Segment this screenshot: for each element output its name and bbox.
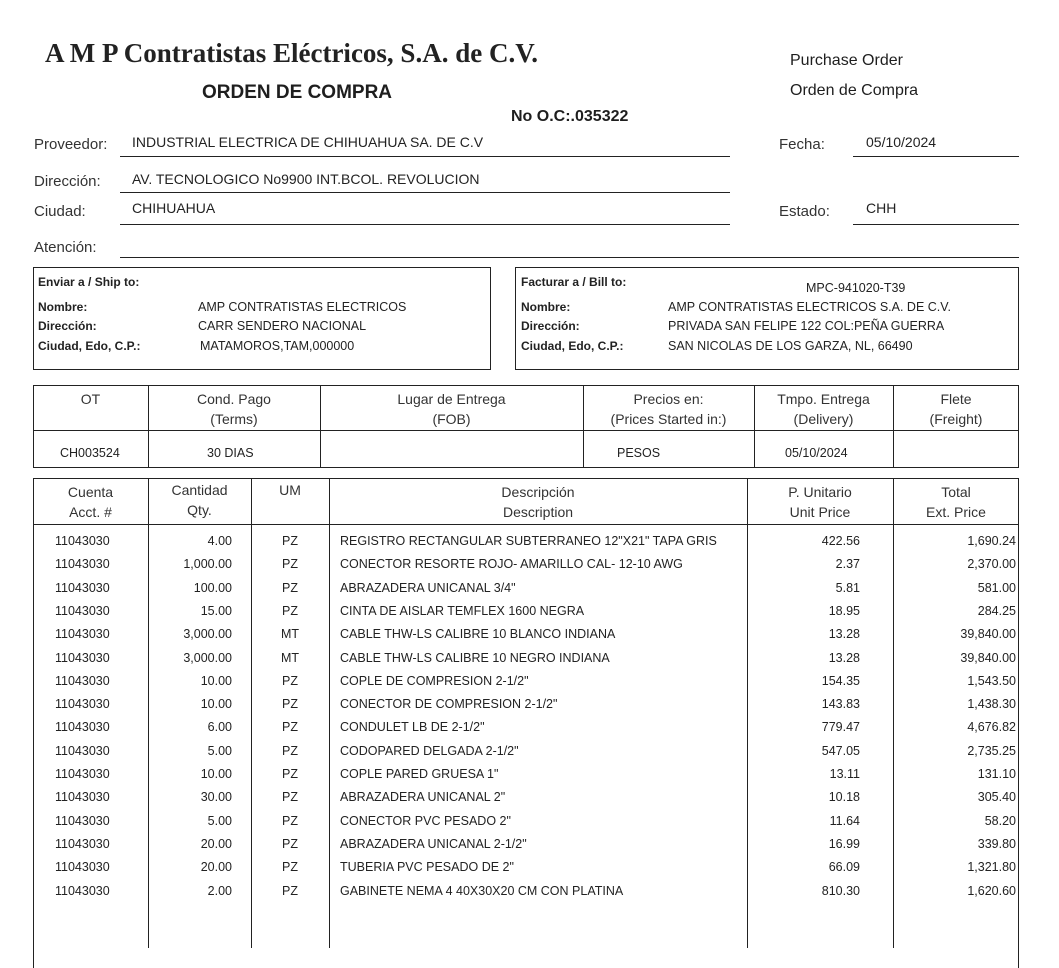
description-cell: ABRAZADERA UNICANAL 3/4"	[340, 580, 516, 595]
qty-cell: 6.00	[207, 720, 232, 735]
total-cell: 581.00	[977, 580, 1016, 595]
unit-price-cell: 10.18	[828, 790, 860, 805]
acct-cell: 11043030	[55, 720, 110, 735]
table-row	[0, 881, 1059, 904]
terms-header-precios: Precios en: (Prices Started in:)	[610, 391, 727, 427]
table-row	[0, 787, 1059, 810]
qty-cell: 5.00	[207, 743, 232, 758]
unit-price-cell: 422.56	[821, 534, 860, 548]
total-cell: 339.80	[977, 836, 1016, 851]
total-cell: 2,735.25	[967, 743, 1016, 758]
unit-price-cell: 779.47	[821, 720, 860, 735]
description-cell: GABINETE NEMA 4 40X30X20 CM CON PLATINA	[340, 883, 624, 898]
ship-to-nombre: AMP CONTRATISTAS ELECTRICOS	[198, 300, 407, 314]
estado-value: CHH	[866, 200, 897, 216]
total-cell: 39,840.00	[960, 627, 1016, 642]
table-row	[0, 531, 1059, 554]
qty-cell: 20.00	[200, 836, 232, 851]
items-header-um: UM	[279, 482, 301, 498]
terms-ot-value: CH003524	[60, 446, 120, 460]
um-cell: PZ	[282, 580, 298, 595]
table-row	[0, 811, 1059, 834]
um-cell: PZ	[282, 883, 298, 898]
qty-cell: 10.00	[200, 673, 232, 688]
um-cell: PZ	[282, 790, 298, 805]
acct-cell: 11043030	[55, 790, 110, 805]
items-header-divider	[33, 524, 1019, 525]
um-cell: PZ	[282, 534, 298, 548]
ciudad-underline	[120, 224, 730, 225]
unit-price-cell: 810.30	[821, 883, 860, 898]
description-cell: ABRAZADERA UNICANAL 2-1/2"	[340, 836, 527, 851]
description-cell: COPLE PARED GRUESA 1"	[340, 767, 499, 781]
unit-price-cell: 13.11	[829, 767, 860, 781]
total-cell: 284.25	[977, 603, 1016, 618]
table-row	[0, 624, 1059, 647]
description-cell: CABLE THW-LS CALIBRE 10 NEGRO INDIANA	[340, 650, 610, 665]
acct-cell: 11043030	[55, 650, 110, 665]
qty-cell: 5.00	[207, 813, 232, 828]
proveedor-value: INDUSTRIAL ELECTRICA DE CHIHUAHUA SA. DE C.V	[132, 134, 484, 150]
direccion-label: Dirección:	[34, 173, 101, 190]
description-cell: COPLE DE COMPRESION 2-1/2"	[340, 673, 529, 688]
total-cell: 1,620.60	[967, 883, 1016, 898]
total-cell: 1,438.30	[967, 697, 1016, 712]
terms-header-ot: OT	[80, 391, 101, 407]
unit-price-cell: 13.28	[828, 627, 860, 642]
terms-cond-pago-value: 30 DIAS	[207, 446, 254, 460]
document-title: ORDEN DE COMPRA	[202, 82, 393, 103]
acct-cell: 11043030	[55, 673, 110, 688]
terms-header-lugar-entrega: Lugar de Entrega (FOB)	[397, 391, 506, 427]
total-cell: 305.40	[977, 790, 1016, 805]
proveedor-label: Proveedor:	[34, 136, 108, 153]
terms-entrega-value: 05/10/2024	[785, 446, 848, 460]
description-cell: CINTA DE AISLAR TEMFLEX 1600 NEGRA	[340, 603, 585, 618]
unit-price-cell: 66.09	[828, 860, 860, 875]
fecha-label: Fecha:	[779, 136, 825, 153]
atencion-underline	[120, 257, 1019, 258]
company-name: A M P Contratistas Eléctricos, S.A. de C.V.	[45, 38, 538, 68]
atencion-label: Atención:	[34, 239, 97, 256]
acct-cell: 11043030	[55, 697, 110, 712]
items-header-descripcion: Descripción Description	[501, 484, 575, 520]
acct-cell: 11043030	[55, 580, 110, 595]
um-cell: MT	[280, 650, 300, 665]
acct-cell: 11043030	[55, 743, 110, 758]
unit-price-cell: 143.83	[821, 697, 860, 712]
bill-to-box	[515, 267, 1019, 370]
ship-to-direccion: CARR SENDERO NACIONAL	[198, 319, 367, 333]
description-cell: CONECTOR DE COMPRESION 2-1/2"	[340, 697, 558, 712]
qty-cell: 15.00	[200, 603, 232, 618]
qty-cell: 3,000.00	[183, 627, 232, 642]
acct-cell: 11043030	[55, 767, 110, 781]
bill-to-ciudad-label: Ciudad, Edo, C.P.:	[521, 339, 624, 353]
bill-to-nombre: AMP CONTRATISTAS ELECTRICOS S.A. DE C.V.	[668, 300, 951, 314]
acct-cell: 11043030	[55, 627, 110, 642]
total-cell: 58.20	[984, 813, 1016, 828]
bill-to-ciudad: SAN NICOLAS DE LOS GARZA, NL, 66490	[668, 339, 913, 353]
um-cell: PZ	[282, 860, 298, 875]
bill-to-direccion: PRIVADA SAN FELIPE 122 COL:PEÑA GUERRA	[668, 319, 945, 333]
po-number: No O.C:.035322	[511, 108, 629, 125]
total-cell: 1,690.24	[967, 534, 1016, 548]
unit-price-cell: 18.95	[828, 603, 860, 618]
um-cell: PZ	[282, 673, 298, 688]
items-header-cantidad: Cantidad Qty.	[171, 482, 228, 518]
acct-cell: 11043030	[55, 534, 110, 548]
total-cell: 2,370.00	[967, 557, 1016, 572]
unit-price-cell: 16.99	[828, 836, 860, 851]
direccion-value: AV. TECNOLOGICO No9900 INT.BCOL. REVOLUCION	[132, 171, 480, 187]
description-cell: CONECTOR PVC PESADO 2"	[340, 813, 511, 828]
ship-to-ciudad: MATAMOROS,TAM,000000	[200, 339, 355, 353]
table-row	[0, 764, 1059, 787]
description-cell: ABRAZADERA UNICANAL 2"	[340, 790, 506, 805]
unit-price-cell: 154.35	[821, 673, 860, 688]
ship-to-ciudad-label: Ciudad, Edo, C.P.:	[38, 339, 141, 353]
description-cell: CONECTOR RESORTE ROJO- AMARILLO CAL- 12-10 AWG	[340, 557, 683, 572]
description-cell: CONDULET LB DE 2-1/2"	[340, 720, 485, 735]
qty-cell: 1,000.00	[183, 557, 232, 572]
bill-to-nombre-label: Nombre:	[521, 300, 571, 314]
qty-cell: 10.00	[200, 697, 232, 712]
table-row	[0, 648, 1059, 671]
unit-price-cell: 2.37	[835, 557, 860, 572]
proveedor-underline	[120, 156, 730, 157]
terms-precios-value: PESOS	[617, 446, 661, 460]
qty-cell: 100.00	[193, 580, 232, 595]
um-cell: MT	[280, 627, 300, 642]
table-row	[0, 834, 1059, 857]
orden-de-compra-label: Orden de Compra	[790, 82, 919, 99]
fecha-value: 05/10/2024	[866, 134, 937, 150]
total-cell: 131.10	[977, 767, 1016, 781]
um-cell: PZ	[282, 720, 298, 735]
estado-label: Estado:	[779, 203, 830, 220]
qty-cell: 20.00	[200, 860, 232, 875]
unit-price-cell: 547.05	[821, 743, 860, 758]
unit-price-cell: 11.64	[829, 813, 860, 828]
table-row	[0, 717, 1059, 740]
unit-price-cell: 5.81	[835, 580, 860, 595]
acct-cell: 11043030	[55, 860, 110, 875]
acct-cell: 11043030	[55, 813, 110, 828]
ship-to-direccion-label: Dirección:	[38, 319, 97, 333]
acct-cell: 11043030	[55, 883, 110, 898]
qty-cell: 4.00	[207, 534, 232, 548]
qty-cell: 10.00	[200, 767, 232, 781]
items-header-total: Total Ext. Price	[926, 484, 986, 520]
terms-header-flete: Flete (Freight)	[929, 391, 983, 427]
purchase-order-label: Purchase Order	[790, 52, 903, 69]
um-cell: PZ	[282, 557, 298, 572]
terms-divider	[33, 430, 1019, 431]
um-cell: PZ	[282, 743, 298, 758]
estado-underline	[853, 224, 1019, 225]
table-row	[0, 601, 1059, 624]
ship-to-title: Enviar a / Ship to:	[38, 275, 140, 289]
total-cell: 1,543.50	[967, 673, 1016, 688]
fecha-underline	[853, 156, 1019, 157]
ship-to-nombre-label: Nombre:	[38, 300, 88, 314]
items-header-cuenta: Cuenta Acct. #	[67, 484, 114, 520]
terms-header-entrega: Tmpo. Entrega (Delivery)	[777, 391, 870, 427]
bill-to-rfc: MPC-941020-T39	[806, 281, 906, 295]
ciudad-value: CHIHUAHUA	[132, 200, 216, 216]
description-cell: CABLE THW-LS CALIBRE 10 BLANCO INDIANA	[340, 627, 616, 642]
unit-price-cell: 13.28	[828, 650, 860, 665]
description-cell: REGISTRO RECTANGULAR SUBTERRANEO 12"X21" TAPA GRIS	[340, 534, 717, 548]
description-cell: CODOPARED DELGADA 2-1/2"	[340, 743, 519, 758]
table-row	[0, 857, 1059, 880]
acct-cell: 11043030	[55, 603, 110, 618]
ship-to-box	[33, 267, 491, 370]
items-header-p-unitario: P. Unitario Unit Price	[788, 484, 852, 520]
um-cell: PZ	[282, 697, 298, 712]
total-cell: 1,321.80	[967, 860, 1016, 875]
total-cell: 4,676.82	[967, 720, 1016, 735]
qty-cell: 30.00	[200, 790, 232, 805]
qty-cell: 2.00	[207, 883, 232, 898]
qty-cell: 3,000.00	[183, 650, 232, 665]
table-row	[0, 554, 1059, 577]
direccion-underline	[120, 192, 730, 193]
ciudad-label: Ciudad:	[34, 203, 86, 220]
bill-to-title: Facturar a / Bill to:	[521, 275, 627, 289]
table-row	[0, 741, 1059, 764]
bill-to-direccion-label: Dirección:	[521, 319, 580, 333]
um-cell: PZ	[282, 767, 298, 781]
table-row	[0, 671, 1059, 694]
acct-cell: 11043030	[55, 557, 110, 572]
acct-cell: 11043030	[55, 836, 110, 851]
table-row	[0, 578, 1059, 601]
um-cell: PZ	[282, 836, 298, 851]
terms-header-cond-pago: Cond. Pago (Terms)	[197, 391, 271, 427]
description-cell: TUBERIA PVC PESADO DE 2"	[340, 860, 514, 875]
total-cell: 39,840.00	[960, 650, 1016, 665]
um-cell: PZ	[282, 813, 298, 828]
um-cell: PZ	[282, 603, 298, 618]
table-row	[0, 694, 1059, 717]
